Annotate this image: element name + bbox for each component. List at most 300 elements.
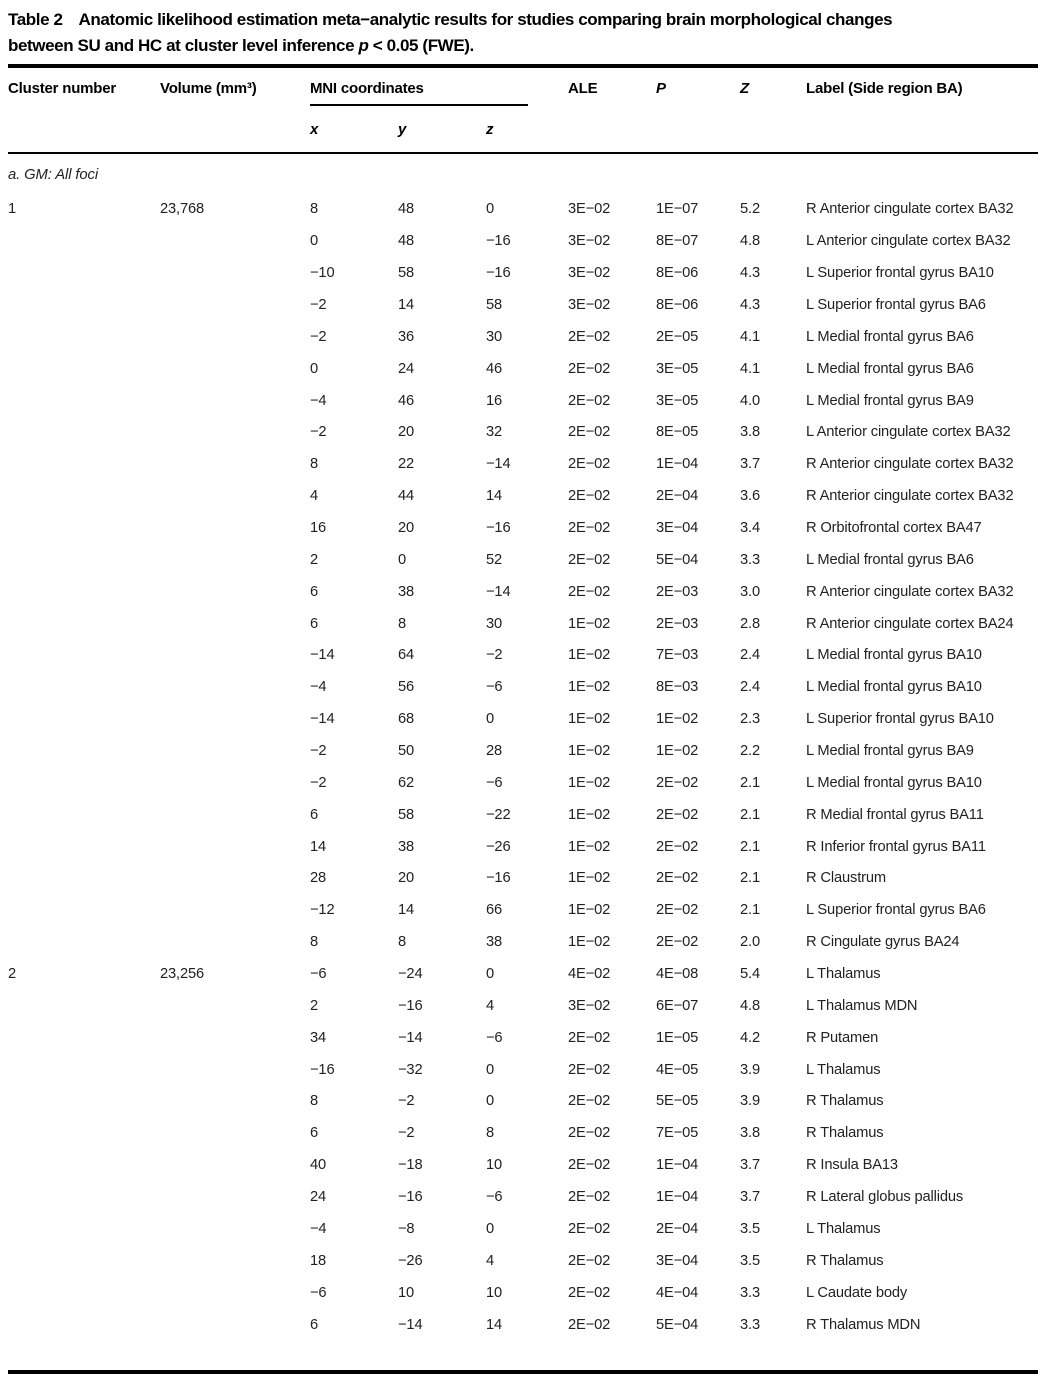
table-cell: 0 — [486, 201, 495, 218]
table-row — [8, 640, 1038, 672]
table-cell: 10 — [486, 1284, 503, 1301]
table-cell: 8E−05 — [656, 424, 699, 441]
header-label: Label (Side region BA) — [806, 79, 963, 97]
table-row — [8, 225, 1038, 257]
table-cell: −26 — [398, 1252, 423, 1269]
table-cell: −16 — [486, 265, 511, 282]
table-cell: 3.7 — [740, 456, 760, 473]
table-cell: R Anterior cingulate cortex BA24 — [806, 615, 1014, 632]
table-cell: 48 — [398, 201, 415, 218]
table-row — [8, 480, 1038, 512]
table-cell: 3E−02 — [568, 997, 611, 1014]
table-cell: 6 — [310, 806, 319, 823]
table-cell: 5.4 — [740, 966, 760, 983]
table-cell: −2 — [398, 1125, 415, 1142]
table-title — [8, 7, 1038, 59]
table-cell: −8 — [398, 1220, 415, 1237]
table-cell: R Thalamus — [806, 1125, 884, 1142]
table-cell: 2E−02 — [568, 1316, 611, 1333]
table-row — [8, 1309, 1038, 1341]
table-cell: −10 — [310, 265, 335, 282]
table-cell: 4 — [486, 1252, 495, 1269]
table-cell: 34 — [310, 1029, 327, 1046]
table-cell: 2E−02 — [568, 456, 611, 473]
table-cell: 2E−03 — [656, 583, 699, 600]
table-cell: 2E−02 — [568, 1284, 611, 1301]
table-cell: 20 — [398, 870, 415, 887]
table-cell: −18 — [398, 1157, 423, 1174]
table-cell: 23,256 — [160, 966, 205, 983]
table-row — [8, 767, 1038, 799]
table-cell: 2E−02 — [568, 328, 611, 345]
table-cell: 38 — [398, 583, 415, 600]
table-row — [8, 353, 1038, 385]
table-cell: R Anterior cingulate cortex BA32 — [806, 488, 1014, 505]
table-cell: 2E−02 — [568, 1220, 611, 1237]
table-cell: −16 — [398, 1189, 423, 1206]
table-cell: 40 — [310, 1157, 327, 1174]
table-title-line2: between SU and HC at cluster level inference p < 0.05 (FWE). — [8, 36, 474, 55]
table-cell: 8 — [310, 934, 319, 951]
table-cell: 20 — [398, 520, 415, 537]
table-cell: 2E−02 — [568, 1125, 611, 1142]
table-cell: 2.4 — [740, 647, 760, 664]
table-cell: 68 — [398, 711, 415, 728]
table-row — [8, 831, 1038, 863]
table-cell: 62 — [398, 774, 415, 791]
table-cell: L Superior frontal gyrus BA10 — [806, 265, 994, 282]
table-cell: 2E−02 — [568, 520, 611, 537]
table-cell: 8 — [310, 456, 319, 473]
header-mni-coordinates-group — [310, 80, 568, 106]
table-cell: 8 — [398, 615, 407, 632]
table-row — [8, 1277, 1038, 1309]
table-cell: −6 — [486, 679, 503, 696]
table-cell: 52 — [486, 551, 503, 568]
table-cell: 8 — [310, 201, 319, 218]
table-row — [8, 512, 1038, 544]
table-cell: 3.3 — [740, 1316, 760, 1333]
table-cell: 8E−06 — [656, 265, 699, 282]
table-cell: 50 — [398, 743, 415, 760]
table-row — [8, 735, 1038, 767]
table-cell: 8 — [486, 1125, 495, 1142]
table-cell: 3.9 — [740, 1061, 760, 1078]
table-cell: 3.3 — [740, 551, 760, 568]
table-cell: 1E−02 — [568, 838, 611, 855]
table-cell: 4E−04 — [656, 1284, 699, 1301]
table-cell: 23,768 — [160, 201, 205, 218]
table-cell: −6 — [486, 774, 503, 791]
header-volume: Volume (mm³) — [160, 79, 257, 97]
table-header-row — [8, 68, 1038, 108]
table-cell: −14 — [486, 583, 511, 600]
table-cell: 28 — [310, 870, 327, 887]
table-cell: 4.2 — [740, 1029, 760, 1046]
table-cell: R Thalamus — [806, 1252, 884, 1269]
table-cell: R Thalamus MDN — [806, 1316, 921, 1333]
table-cell: 4.1 — [740, 360, 760, 377]
table-cell: R Anterior cingulate cortex BA32 — [806, 201, 1014, 218]
table-cell: 1E−02 — [568, 615, 611, 632]
table-cell: L Superior frontal gyrus BA6 — [806, 297, 986, 313]
table-row — [8, 990, 1038, 1022]
table-cell: L Medial frontal gyrus BA6 — [806, 551, 974, 568]
table-cell: 0 — [486, 1220, 495, 1237]
table-cell: 2E−04 — [656, 488, 699, 505]
table-cell: 1E−02 — [568, 774, 611, 791]
table-cell: 14 — [310, 838, 327, 855]
table-cell: −4 — [310, 1220, 327, 1237]
table-cell: 2 — [310, 551, 319, 568]
table-row — [8, 671, 1038, 703]
table-cell: 44 — [398, 488, 415, 505]
table-row — [8, 448, 1038, 480]
table-cell: 16 — [486, 392, 503, 409]
table-cell: 2E−02 — [568, 424, 611, 441]
table-cell: −16 — [398, 997, 423, 1014]
table-cell: −2 — [310, 743, 327, 760]
table-cell: 2E−02 — [656, 838, 699, 855]
table-row — [8, 257, 1038, 289]
table-cell: 3.0 — [740, 583, 760, 600]
table-cell: 3.9 — [740, 1093, 760, 1110]
table-cell: 7E−03 — [656, 647, 699, 664]
table-cell: 8E−07 — [656, 233, 699, 250]
table-cell: 1E−02 — [568, 934, 611, 951]
table-cell: 3E−02 — [568, 297, 611, 313]
table-cell: 3E−04 — [656, 1252, 699, 1269]
table-row — [8, 194, 1038, 226]
table-cell: 46 — [486, 360, 503, 377]
table-cell: 1E−04 — [656, 456, 699, 473]
table-cell: 2.0 — [740, 934, 760, 951]
table-cell: 3.4 — [740, 520, 760, 537]
table-cell: 16 — [310, 520, 327, 537]
table-cell: 3E−05 — [656, 360, 699, 377]
table-cell: −32 — [398, 1061, 423, 1078]
table-cell: −14 — [310, 711, 335, 728]
table-cell: 2E−02 — [656, 902, 699, 919]
table-cell: L Medial frontal gyrus BA10 — [806, 679, 982, 696]
table-cell: 38 — [398, 838, 415, 855]
table-body — [0, 194, 1046, 1341]
table-cell: −16 — [486, 520, 511, 537]
table-cell: 2.1 — [740, 774, 760, 791]
section-heading: a. GM: All foci — [8, 166, 99, 183]
table-cell: 1E−02 — [568, 870, 611, 887]
table-cell: 0 — [486, 1061, 495, 1078]
table-cell: 66 — [486, 902, 503, 919]
table-cell: 4.8 — [740, 997, 760, 1014]
table-cell: 7E−05 — [656, 1125, 699, 1142]
table-cell: 2E−02 — [568, 1093, 611, 1110]
table-cell: 3.8 — [740, 424, 760, 441]
table-cell: 24 — [310, 1189, 327, 1206]
table-cell: −4 — [310, 679, 327, 696]
table-cell: −6 — [310, 966, 327, 983]
table-cell: R Putamen — [806, 1029, 879, 1046]
table-cell: 2E−02 — [568, 1189, 611, 1206]
table-cell: 1E−07 — [656, 201, 699, 218]
table-row — [8, 926, 1038, 958]
table-subheader-row — [8, 108, 1038, 152]
table-cell: L Thalamus MDN — [806, 997, 918, 1014]
table-cell: 3.7 — [740, 1157, 760, 1174]
table-cell: 3E−02 — [568, 233, 611, 250]
table-cell: −12 — [310, 902, 335, 919]
table-cell: −16 — [486, 233, 511, 250]
table-cell: 2E−02 — [568, 488, 611, 505]
table-cell: 0 — [486, 966, 495, 983]
table-cell: 2E−02 — [568, 551, 611, 568]
table-cell: 2E−02 — [568, 583, 611, 600]
table-cell: 3E−05 — [656, 392, 699, 409]
table-cell: 4.3 — [740, 297, 760, 313]
table-cell: −16 — [310, 1061, 335, 1078]
header-p: P — [656, 79, 666, 97]
table-cell: 10 — [398, 1284, 415, 1301]
table-cell: 2E−02 — [656, 870, 699, 887]
table-cell: −2 — [310, 328, 327, 345]
table-cell: 14 — [398, 297, 415, 313]
table-row — [8, 894, 1038, 926]
table-row — [8, 608, 1038, 640]
table-cell: −14 — [310, 647, 335, 664]
table-row — [8, 321, 1038, 353]
table-cell: 14 — [486, 488, 503, 505]
table-cell: −4 — [310, 392, 327, 409]
table-cell: L Thalamus — [806, 966, 881, 983]
table-cell: L Anterior cingulate cortex BA32 — [806, 233, 1011, 250]
table-row — [8, 544, 1038, 576]
table-cell: 2 — [8, 966, 17, 983]
table-cell: 2.8 — [740, 615, 760, 632]
table-cell: L Superior frontal gyrus BA10 — [806, 711, 994, 728]
table-cell: 2.4 — [740, 679, 760, 696]
table-cell: 1E−02 — [568, 806, 611, 823]
p-italic: p — [358, 36, 369, 55]
table-row — [8, 1086, 1038, 1118]
table-cell: L Caudate body — [806, 1284, 908, 1301]
table-cell: 2E−02 — [568, 1029, 611, 1046]
table-cell: 4 — [486, 997, 495, 1014]
table-cell: −6 — [310, 1284, 327, 1301]
table-cell: R Thalamus — [806, 1093, 884, 1110]
table-cell: 5E−04 — [656, 551, 699, 568]
table-row — [8, 1149, 1038, 1181]
table-cell: 4.8 — [740, 233, 760, 250]
table-cell: L Medial frontal gyrus BA9 — [806, 392, 974, 409]
table-cell: 6 — [310, 1125, 319, 1142]
table-number-label: Table 2 — [8, 10, 63, 29]
table-row — [8, 1245, 1038, 1277]
table-cell: R Anterior cingulate cortex BA32 — [806, 456, 1014, 473]
table-cell: 58 — [398, 806, 415, 823]
table-cell: −6 — [486, 1029, 503, 1046]
table-cell: 5E−04 — [656, 1316, 699, 1333]
table-cell: 4E−02 — [568, 966, 611, 983]
table-cell: R Inferior frontal gyrus BA11 — [806, 838, 986, 855]
table-row — [8, 863, 1038, 895]
table-cell: 4.0 — [740, 392, 760, 409]
table-row — [8, 799, 1038, 831]
table-cell: −14 — [398, 1316, 423, 1333]
table-cell: 2.1 — [740, 902, 760, 919]
table-cell: 2E−02 — [568, 360, 611, 377]
table-cell: −2 — [310, 424, 327, 441]
table-cell: 3E−02 — [568, 201, 611, 218]
table-cell: 3.5 — [740, 1220, 760, 1237]
table-cell: −26 — [486, 838, 511, 855]
table-cell: 1E−04 — [656, 1189, 699, 1206]
table-cell: L Medial frontal gyrus BA6 — [806, 328, 974, 345]
table-cell: 22 — [398, 456, 415, 473]
table-cell: 4E−08 — [656, 966, 699, 983]
table-cell: R Insula BA13 — [806, 1157, 898, 1174]
table-cell: 6E−07 — [656, 997, 699, 1014]
table-cell: −2 — [486, 647, 503, 664]
table-cell: 3.8 — [740, 1125, 760, 1142]
table-cell: 30 — [486, 328, 503, 345]
table-cell: 58 — [398, 265, 415, 282]
table-cell: 1E−02 — [568, 902, 611, 919]
table-cell: 3.6 — [740, 488, 760, 505]
table-cell: 28 — [486, 743, 503, 760]
table-cell: 38 — [486, 934, 503, 951]
table-cell: L Superior frontal gyrus BA6 — [806, 902, 986, 919]
table-row — [8, 289, 1038, 321]
header-z: Z — [740, 79, 749, 97]
table-cell: 2E−04 — [656, 1220, 699, 1237]
table-cell: 1E−02 — [568, 711, 611, 728]
table-cell: 4E−05 — [656, 1061, 699, 1078]
table-cell: 6 — [310, 615, 319, 632]
table-cell: 2E−03 — [656, 615, 699, 632]
table-cell: L Medial frontal gyrus BA9 — [806, 743, 974, 760]
table-cell: 2.1 — [740, 806, 760, 823]
table-row — [8, 417, 1038, 449]
table-cell: 3.5 — [740, 1252, 760, 1269]
table-cell: R Cingulate gyrus BA24 — [806, 934, 960, 951]
table-cell: −2 — [310, 774, 327, 791]
table-row — [8, 1022, 1038, 1054]
table-cell: 2E−05 — [656, 328, 699, 345]
table-cell: 1E−02 — [568, 679, 611, 696]
table-row — [8, 385, 1038, 417]
table-cell: R Claustrum — [806, 870, 886, 887]
table-cell: 0 — [486, 711, 495, 728]
table-cell: R Lateral globus pallidus — [806, 1189, 964, 1206]
table-cell: 2 — [310, 997, 319, 1014]
table-cell: 3.3 — [740, 1284, 760, 1301]
table-cell: 64 — [398, 647, 415, 664]
table-cell: 1E−04 — [656, 1157, 699, 1174]
table-cell: 1E−02 — [568, 743, 611, 760]
table-cell: 3E−02 — [568, 265, 611, 282]
table-cell: L Medial frontal gyrus BA10 — [806, 774, 982, 791]
table-cell: 2.1 — [740, 838, 760, 855]
subheader-x: x — [310, 121, 319, 138]
table-row — [8, 576, 1038, 608]
table-cell: 56 — [398, 679, 415, 696]
paper-page — [0, 7, 1046, 1374]
table-cell: 0 — [486, 1093, 495, 1110]
table-cell: 6 — [310, 583, 319, 600]
table-cell: L Thalamus — [806, 1220, 881, 1237]
table-cell: −16 — [486, 870, 511, 887]
table-cell: −22 — [486, 806, 511, 823]
table-cell: L Medial frontal gyrus BA6 — [806, 360, 974, 377]
table-cell: 2.1 — [740, 870, 760, 887]
table-cell: L Medial frontal gyrus BA10 — [806, 647, 982, 664]
table-cell: 14 — [486, 1316, 503, 1333]
header-cluster-number: Cluster number — [8, 79, 117, 97]
table-cell: 4.1 — [740, 328, 760, 345]
table-cell: 6 — [310, 1316, 319, 1333]
table-cell: 20 — [398, 424, 415, 441]
table-cell: 18 — [310, 1252, 327, 1269]
table-title-line1 — [8, 7, 1038, 33]
table-cell: L Thalamus — [806, 1061, 881, 1078]
table-cell: 1E−02 — [656, 711, 699, 728]
mni-coordinates-underline: MNI coordinates — [310, 80, 528, 106]
subheader-z: z — [486, 121, 494, 138]
table-cell: 2E−02 — [568, 392, 611, 409]
table-row — [8, 1117, 1038, 1149]
bottom-rule-divider — [8, 1370, 1038, 1374]
table-cell: 1 — [8, 201, 17, 218]
table-row — [8, 1213, 1038, 1245]
table-cell: 3E−04 — [656, 520, 699, 537]
table-cell: 1E−02 — [656, 743, 699, 760]
table-row — [8, 1054, 1038, 1086]
table-cell: −14 — [398, 1029, 423, 1046]
table-cell: 36 — [398, 328, 415, 345]
table-cell: −2 — [310, 297, 327, 313]
table-cell: −14 — [486, 456, 511, 473]
table-cell: 0 — [398, 551, 407, 568]
subheader-y: y — [398, 121, 407, 138]
table-cell: 8 — [398, 934, 407, 951]
table-cell: 10 — [486, 1157, 503, 1174]
table-cell: 1E−05 — [656, 1029, 699, 1046]
header-ale: ALE — [568, 79, 598, 97]
table-cell: 5.2 — [740, 201, 760, 218]
table-row — [8, 703, 1038, 735]
table-cell: 24 — [398, 360, 415, 377]
table-cell: 1E−02 — [568, 647, 611, 664]
table-cell: 4 — [310, 488, 319, 505]
table-cell: 0 — [310, 360, 319, 377]
table-title-text: Anatomic likelihood estimation meta−analytic results for studies comparing brain morphological changes — [78, 10, 893, 29]
table-cell: 14 — [398, 902, 415, 919]
table-cell: −2 — [398, 1093, 415, 1110]
table-cell: 2E−02 — [568, 1157, 611, 1174]
table-cell: R Anterior cingulate cortex BA32 — [806, 583, 1014, 600]
table-cell: 48 — [398, 233, 415, 250]
table-cell: 58 — [486, 297, 503, 313]
table-cell: −24 — [398, 966, 423, 983]
table-cell: 46 — [398, 392, 415, 409]
table-cell: R Orbitofrontal cortex BA47 — [806, 520, 982, 537]
table-cell: 2E−02 — [656, 806, 699, 823]
table-cell: 2.2 — [740, 743, 760, 760]
table-cell: 8E−03 — [656, 679, 699, 696]
table-row — [8, 958, 1038, 990]
table-cell: R Medial frontal gyrus BA11 — [806, 806, 984, 823]
table-cell: 3.7 — [740, 1189, 760, 1206]
